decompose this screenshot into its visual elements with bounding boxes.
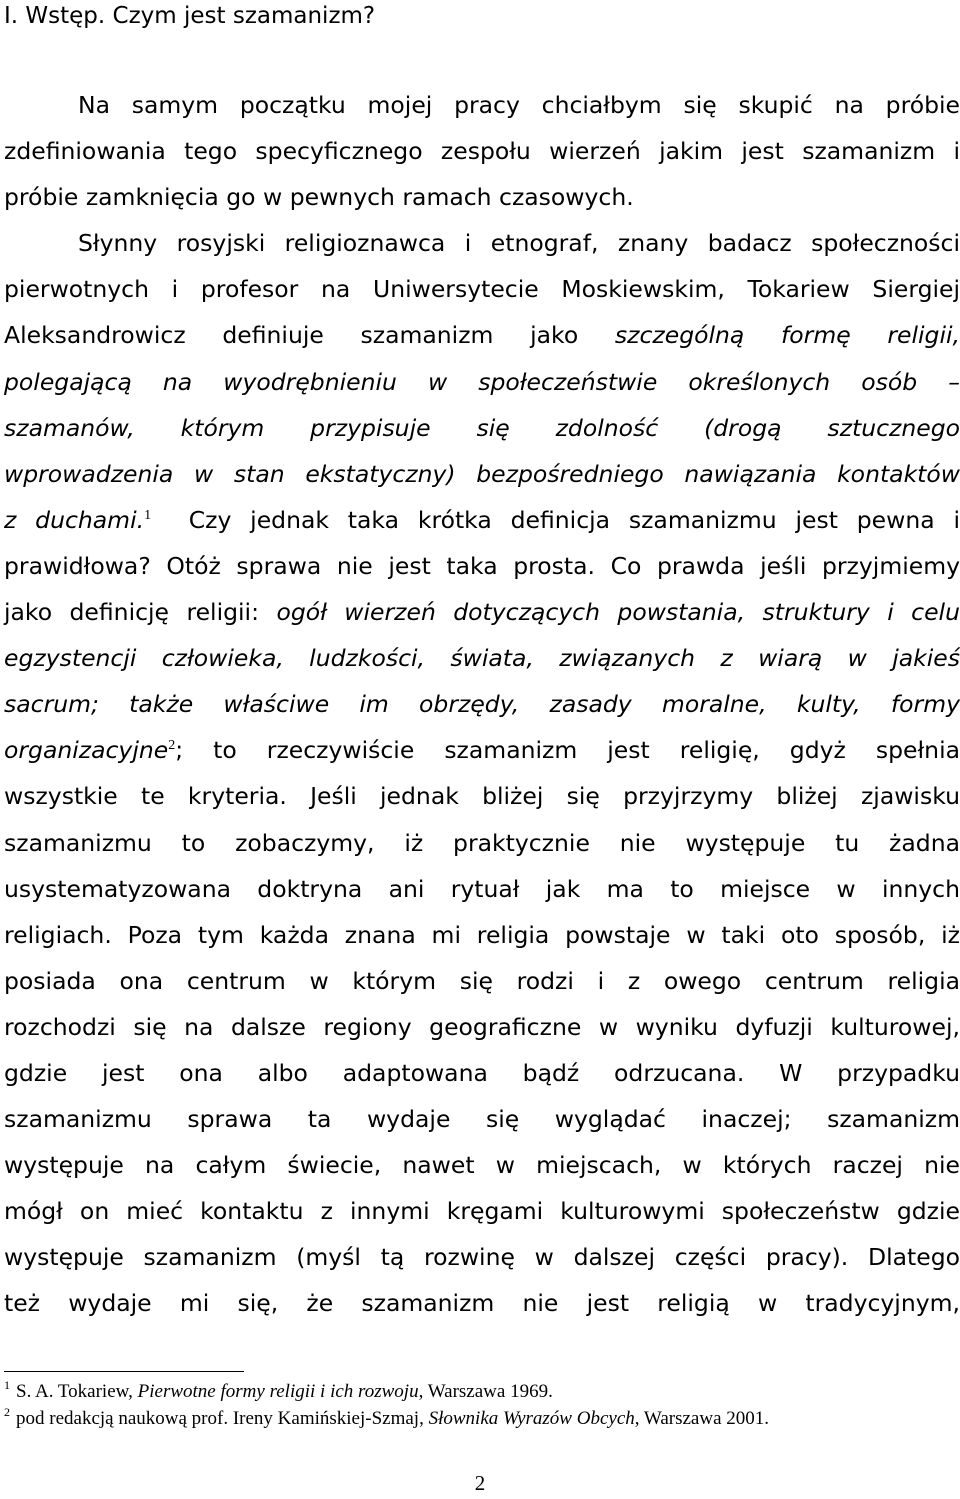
text-segment: Czy jednak taka krótka definicja szamanizmu jest pewna i — [188, 505, 960, 534]
footnote-title: Słownika Wyrazów Obcych — [428, 1408, 635, 1429]
section-heading: I. Wstęp. Czym jest szamanizm? — [4, 3, 376, 29]
page-number: 2 — [474, 1471, 486, 1495]
text-line: występuje szamanizm (myśl tą rozwinę w dalszej części pracy). Dlatego — [4, 1243, 960, 1272]
text-line — [4, 359, 960, 405]
text-line: religiach. Poza tym każda znana mi religia powstaje w taki oto sposób, iż — [4, 920, 960, 949]
text-line — [4, 727, 960, 773]
italic-definition: wprowadzenia w stan ekstatyczny) bezpośredniego nawiązania kontaktów — [4, 459, 960, 488]
text-line: posiada ona centrum w którym się rodzi i z owego centrum religia — [4, 966, 960, 995]
text-line: Na samym początku mojej pracy chciałbym się skupić na próbie — [78, 91, 960, 119]
footnote-rest: , Warszawa 2001. — [634, 1408, 770, 1429]
italic-definition: egzystencji człowieka, ludzkości, świata, związanych z wiarą w jakieś — [4, 644, 960, 673]
body-text — [4, 82, 960, 1327]
text-line: zdefiniowania tego specyficznego zespołu wierzeń jakim jest szamanizm i — [4, 137, 960, 166]
text-line: próbie zamknięcia go w pewnych ramach czasowych. — [4, 183, 634, 212]
text-line — [4, 312, 960, 358]
text-line — [4, 405, 960, 451]
footnote-separator — [4, 1371, 244, 1372]
text-segment: jako definicję religii: — [4, 598, 259, 627]
text-line: Słynny rosyjski religioznawca i etnograf, znany badacz społeczności — [78, 229, 960, 258]
text-line — [4, 681, 960, 727]
italic-definition: ogół wierzeń dotyczących powstania, struktury i celu — [276, 598, 960, 627]
text-line: prawidłowa? Otóż sprawa nie jest taka prosta. Co prawda jeśli przyjmiemy — [4, 551, 960, 580]
text-line: rozchodzi się na dalsze regiony geograficzne w wyniku dyfuzji kulturowej, — [4, 1012, 960, 1041]
footnote-mark: 2 — [4, 1405, 10, 1419]
italic-definition: z duchami. — [4, 505, 145, 534]
footnote-ref-1[interactable]: 1 — [144, 507, 152, 523]
text-line — [4, 635, 960, 681]
text-line: występuje na całym świecie, nawet w miejscach, w których raczej nie — [4, 1151, 960, 1180]
text-line: usystematyzowana doktryna ani rytuał jak ma to miejsce w innych — [4, 874, 960, 903]
footnote-author: pod redakcją naukową prof. Ireny Kamińskiej-Szmaj, — [16, 1408, 424, 1429]
footnote-ref-2[interactable]: 2 — [168, 738, 176, 754]
footnote-1 — [4, 1378, 960, 1405]
italic-definition: polegającą na wyodrębnieniu w społeczeństwie określonych osób – — [4, 367, 960, 396]
text-line: pierwotnych i profesor na Uniwersytecie Moskiewskim, Tokariew Siergiej — [4, 275, 960, 304]
text-line — [4, 451, 960, 497]
italic-definition: sacrum; także właściwe im obrzędy, zasady moralne, kulty, formy — [4, 690, 960, 719]
text-line: też wydaje mi się, że szamanizm nie jest religią w tradycyjnym, — [4, 1289, 960, 1318]
italic-definition: szczególną formę religii, — [614, 321, 960, 350]
text-segment: Aleksandrowicz definiuje szamanizm jako — [4, 321, 579, 350]
footnote-title: Pierwotne formy religii i ich rozwoju — [137, 1381, 419, 1402]
footnote-mark: 1 — [4, 1378, 10, 1392]
text-line: wszystkie te kryteria. Jeśli jednak bliżej się przyjrzymy bliżej zjawisku — [4, 782, 960, 811]
text-line: mógł on mieć kontaktu z innymi kręgami kulturowymi społeczeństw gdzie — [4, 1197, 960, 1226]
italic-definition: szamanów, którym przypisuje się zdolność (drogą sztucznego — [4, 413, 960, 442]
text-line: szamanizmu sprawa ta wydaje się wyglądać inaczej; szamanizm — [4, 1105, 960, 1134]
footnote-2 — [4, 1405, 960, 1432]
text-line: szamanizmu to zobaczymy, iż praktycznie nie występuje tu żadna — [4, 828, 960, 857]
italic-definition: organizacyjne — [4, 736, 169, 765]
text-line — [4, 497, 960, 543]
footnote-author: S. A. Tokariew, — [16, 1381, 133, 1402]
text-segment: ; to rzeczywiście szamanizm jest religię, gdyż spełnia — [175, 736, 960, 765]
text-line — [4, 589, 960, 635]
text-line: gdzie jest ona albo adaptowana bądź odrzucana. W przypadku — [4, 1058, 960, 1087]
footnote-rest: , Warszawa 1969. — [418, 1381, 553, 1402]
footnotes — [4, 1378, 960, 1432]
